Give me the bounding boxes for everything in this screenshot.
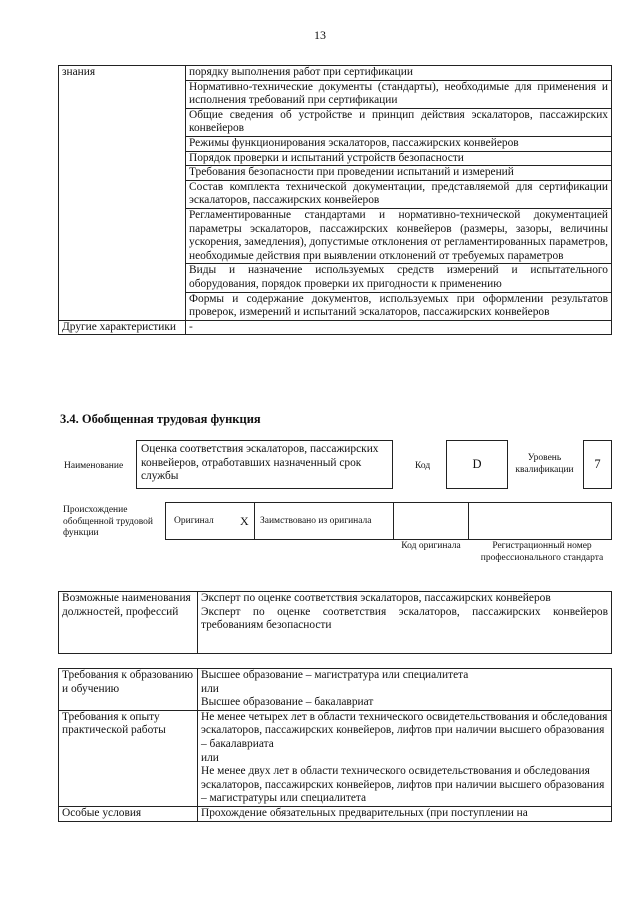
special-conditions-value: Прохождение обязательных предварительных (при поступлении на: [198, 806, 612, 821]
divider: [393, 503, 394, 539]
code-label: Код: [415, 461, 431, 471]
positions-value: Эксперт по оценке соответствия эскалаторов, пассажирских конвейеров Эксперт по оценке соответствия эскалаторов, пассажирских конвейеров требованиям безопасности: [198, 592, 612, 654]
other-characteristics-label: Другие характеристики: [59, 320, 186, 335]
original-label: Оригинал: [174, 516, 214, 526]
knowledge-item: Режимы функционирования эскалаторов, пассажирских конвейеров: [186, 136, 612, 151]
knowledge-item: Формы и содержание документов, используемых при оформлении результатов проверок, измерений и испытаний эскалаторов, пассажирских конвейеров: [186, 292, 612, 320]
page-number: 13: [314, 28, 326, 42]
knowledge-item: Виды и назначение используемых средств измерений и испытательного оборудования, порядок проверки их пригодности к применению: [186, 264, 612, 292]
education-value: Высшее образование – магистратура или специалитета или Высшее образование – бакалавриат: [198, 669, 612, 711]
name-value: Оценка соответствия эскалаторов, пассажирских конвейеров, отработавших назначенный срок службы: [136, 440, 393, 489]
knowledge-item: Общие сведения об устройстве и принцип действия эскалаторов, пассажирских конвейеров: [186, 108, 612, 136]
table-row: [59, 806, 612, 821]
name-label: Наименование: [64, 461, 124, 471]
positions-label: Возможные наименования должностей, профессий: [59, 592, 198, 654]
level-label: Уровень квалификации: [515, 453, 574, 475]
experience-value: Не менее четырех лет в области технического освидетельствования и обследования эскалаторов, пассажирских конвейеров, лифтов при наличии высшего образования – бакалавриата или Не менее двух лет в области технического освидетельствования и обследования эскалаторов, пассажирских конвейеров, лифтов при наличии высшего образования – магистратуры или специалитета: [198, 710, 612, 806]
knowledge-item: Состав комплекта технической документации, представляемой для сертификации эскалаторов, пассажирских конвейеров: [186, 180, 612, 208]
table-row: [59, 710, 612, 806]
table-row: [59, 592, 612, 654]
divider: [254, 503, 255, 539]
divider: [468, 503, 469, 539]
knowledge-item: Нормативно-технические документы (стандарты), необходимые для применения и исполнения требований при сертификации: [186, 80, 612, 108]
section-heading: 3.4. Обобщенная трудовая функция: [60, 412, 261, 426]
knowledge-item: Требования безопасности при проведении испытаний и измерений: [186, 166, 612, 181]
borrowed-label: Заимствовано из оригинала: [260, 516, 372, 526]
knowledge-item: Порядок проверки и испытаний устройств безопасности: [186, 151, 612, 166]
origin-row: [165, 502, 612, 540]
positions-table: [58, 591, 612, 654]
code-original-label: Код оригинала: [401, 541, 461, 551]
knowledge-table: [58, 65, 612, 335]
table-row: [59, 669, 612, 711]
experience-label: Требования к опыту практической работы: [59, 710, 198, 806]
code-value: D: [446, 440, 508, 489]
special-conditions-label: Особые условия: [59, 806, 198, 821]
knowledge-label: знания: [59, 66, 186, 321]
knowledge-item: Регламентированные стандартами и нормативно-технической документацией параметры эскалаторов, пассажирских конвейеров (размеры, зазоры, величины ускорения, замедления), допустимые отклонения от регламентированных параметров, необходимые действия при выявлении отклонений от требуемых параметров: [186, 208, 612, 263]
reg-number-label: Регистрационный номер профессионального стандарта: [480, 541, 604, 563]
knowledge-item: порядку выполнения работ при сертификации: [186, 66, 612, 81]
origin-label: Происхождение обобщенной трудовой функции: [63, 505, 153, 538]
requirements-table: [58, 668, 612, 822]
table-row: [59, 320, 612, 335]
original-mark: X: [240, 514, 249, 528]
level-value: 7: [583, 440, 612, 489]
education-label: Требования к образованию и обучению: [59, 669, 198, 711]
table-row: [59, 66, 612, 81]
other-characteristics-value: -: [186, 320, 612, 335]
